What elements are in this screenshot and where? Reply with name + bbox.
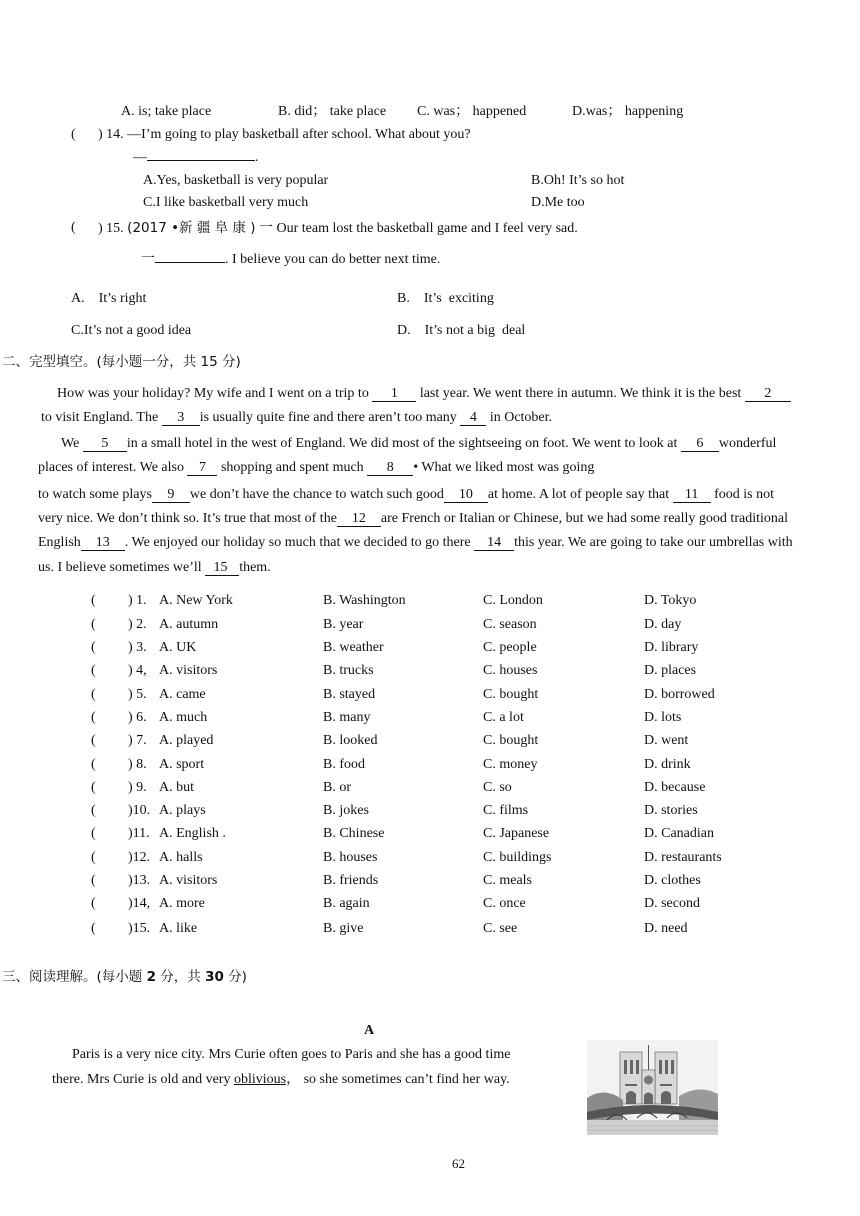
cloze-q1-number: ) 1. <box>128 593 147 608</box>
cloze-q2-option-b: B. year <box>323 617 364 632</box>
cloze-q4-option-a: A. visitors <box>159 663 218 678</box>
cloze-q6-option-b: B. many <box>323 710 371 725</box>
cloze-q2-option-d: D. day <box>644 617 682 632</box>
q15-answer-blank[interactable] <box>155 262 225 263</box>
cloze-q15-option-a: A. like <box>159 921 198 936</box>
q14-option-b: B.Oh! It’s so hot <box>531 173 625 188</box>
q14-answer-line: — . <box>133 150 259 165</box>
cloze-q10-paren-open: ( <box>91 803 96 818</box>
cloze-q9-option-d: D. because <box>644 780 706 795</box>
cloze-q8-option-b: B. food <box>323 757 365 772</box>
cloze-q10-number: )10. <box>128 803 151 818</box>
cloze-q11-paren-open: ( <box>91 826 96 841</box>
q15-answer-line <box>141 251 440 269</box>
cloze-blank-10[interactable]: 10 <box>444 487 488 503</box>
cloze-q6-option-d: D. lots <box>644 710 682 725</box>
cloze-blank-13[interactable]: 13 <box>81 535 125 551</box>
page-number: 62 <box>452 1156 465 1171</box>
q15-option-c: C.It’s not a good idea <box>71 323 192 338</box>
cloze-q8-option-d: D. drink <box>644 757 691 772</box>
cloze-q14-option-a: A. more <box>159 896 205 911</box>
cloze-q14-option-c: C. once <box>483 896 526 911</box>
cloze-q13-option-d: D. clothes <box>644 873 701 888</box>
cloze-line-4: places of interest. We also 7 shopping and spent much 8 • What we liked most was going <box>38 460 595 475</box>
cloze-q12-option-b: B. houses <box>323 850 378 865</box>
cloze-q11-option-c: C. Japanese <box>483 826 550 841</box>
q15-stem: 一 Our team lost the basketball game and I feel very sad. <box>258 221 578 236</box>
cloze-line-1: How was your holiday? My wife and I went on a trip to 1 last year. We went there in autumn. We think it is the best 2 <box>57 385 791 403</box>
cloze-blank-1[interactable]: 1 <box>372 386 416 402</box>
cloze-q12-paren-open: ( <box>91 850 96 865</box>
cloze-q1-option-a: A. New York <box>159 593 233 608</box>
cloze-q9-paren-open: ( <box>91 780 96 795</box>
cloze-q4-option-c: C. houses <box>483 663 538 678</box>
q14-answer-blank[interactable] <box>147 160 255 161</box>
q15-answer-tail: . I believe you can do better next time. <box>225 252 441 267</box>
cloze-line-5: to watch some plays 9 we don’t have the chance to watch such good 10 at home. A lot of people say that 11 food is not <box>38 487 774 502</box>
cloze-q5-number: ) 5. <box>128 687 147 702</box>
q14-option-c: C.I like basketball very much <box>143 195 309 210</box>
cloze-q10-option-a: A. plays <box>159 803 206 818</box>
q14-stem: —I’m going to play basketball after school. What about you? <box>127 127 471 142</box>
section3-heading: 三、阅读理解。(每小题 2 分，共 30 分) <box>2 969 247 985</box>
cloze-q13-option-a: A. visitors <box>159 873 218 888</box>
cloze-q1-paren-open: ( <box>91 593 96 608</box>
cloze-q3-number: ) 3. <box>128 640 147 655</box>
cloze-question-row <box>0 592 860 612</box>
q13-option-c: C. was； happened <box>417 104 527 119</box>
cloze-q2-paren-open: ( <box>91 617 96 632</box>
cloze-q10-option-c: C. films <box>483 803 529 818</box>
q13-option-d: D.was； happening <box>572 104 684 119</box>
cloze-q10-option-b: B. jokes <box>323 803 369 818</box>
cloze-question-row <box>0 779 860 799</box>
cloze-q8-number: ) 8. <box>128 757 147 772</box>
cloze-q1-option-b: B. Washington <box>323 593 406 608</box>
cloze-q6-number: ) 6. <box>128 710 147 725</box>
cloze-q5-paren-open: ( <box>91 687 96 702</box>
cloze-q2-option-a: A. autumn <box>159 617 219 632</box>
cloze-q8-option-a: A. sport <box>159 757 205 772</box>
cloze-q2-option-c: C. season <box>483 617 537 632</box>
cloze-q14-option-b: B. again <box>323 896 370 911</box>
cloze-q13-option-c: C. meals <box>483 873 532 888</box>
cloze-line-2: to visit England. The 3 is usually quite fine and there aren’t too many 4 in October. <box>41 410 553 425</box>
cloze-q8-option-c: C. money <box>483 757 538 772</box>
q15-paren-open: ( <box>71 220 76 235</box>
cloze-blank-11[interactable]: 11 <box>673 487 711 503</box>
cloze-blank-6[interactable]: 6 <box>681 436 719 452</box>
cloze-question-row <box>0 732 860 752</box>
cloze-q1-option-c: C. London <box>483 593 543 608</box>
cloze-q15-number: )15. <box>128 921 151 936</box>
cloze-q7-option-a: A. played <box>159 733 214 748</box>
cloze-q14-option-d: D. second <box>644 896 700 911</box>
cloze-q15-option-c: C. see <box>483 921 518 936</box>
cloze-q14-paren-open: ( <box>91 896 96 911</box>
cloze-q13-option-b: B. friends <box>323 873 379 888</box>
cloze-q6-option-a: A. much <box>159 710 208 725</box>
q15-option-d: D. It’s not a big deal <box>397 323 526 338</box>
cloze-question-row <box>0 825 860 845</box>
cloze-q11-number: )11. <box>128 826 150 841</box>
passage-a-line-2: there. Mrs Curie is old and very oblivious， so she sometimes can’t find her way. <box>52 1072 510 1087</box>
cloze-q2-number: ) 2. <box>128 617 147 632</box>
cloze-question-row <box>0 616 860 636</box>
cloze-q14-number: )14, <box>128 896 151 911</box>
cloze-q4-option-b: B. trucks <box>323 663 374 678</box>
cloze-q9-option-a: A. but <box>159 780 194 795</box>
cloze-q9-number: ) 9. <box>128 780 147 795</box>
cloze-question-row <box>0 872 860 892</box>
cloze-line-7: English 13 . We enjoyed our holiday so much that we decided to go there 14 this year. We are going to take our umbrellas with <box>38 535 793 550</box>
notre-dame-illustration <box>587 1040 718 1135</box>
cloze-q7-option-d: D. went <box>644 733 689 748</box>
cloze-blank-2[interactable]: 2 <box>745 386 791 402</box>
cloze-q12-option-c: C. buildings <box>483 850 552 865</box>
cloze-blank-5[interactable]: 5 <box>83 436 127 452</box>
q14-option-d: D.Me too <box>531 195 585 210</box>
cloze-blank-8[interactable]: 8 <box>367 460 413 476</box>
cloze-q5-option-d: D. borrowed <box>644 687 715 702</box>
cloze-q5-option-b: B. stayed <box>323 687 376 702</box>
cloze-blank-15[interactable]: 15 <box>205 560 239 576</box>
cloze-q7-option-c: C. bought <box>483 733 539 748</box>
cloze-q11-option-b: B. Chinese <box>323 826 385 841</box>
cloze-q3-option-a: A. UK <box>159 640 197 655</box>
cloze-q6-option-c: C. a lot <box>483 710 524 725</box>
cloze-q5-option-a: A. came <box>159 687 206 702</box>
section2-heading: 二、完型填空。(每小题一分，共 15 分) <box>2 354 241 370</box>
cloze-q7-option-b: B. looked <box>323 733 378 748</box>
cloze-question-row <box>0 709 860 729</box>
cloze-line-3: We 5 in a small hotel in the west of England. We did most of the sightseeing on foot. We went to look at 6 wonderful <box>61 436 777 451</box>
cloze-question-row <box>0 920 860 940</box>
cloze-q3-paren-open: ( <box>91 640 96 655</box>
cloze-q9-option-c: C. so <box>483 780 512 795</box>
cloze-blank-14[interactable]: 14 <box>474 535 514 551</box>
q14-paren-open: ( <box>71 127 76 142</box>
cloze-q15-option-b: B. give <box>323 921 364 936</box>
q15-option-a: A. It’s right <box>71 291 147 306</box>
q15-source: (2017 •新 疆 阜 康 ) <box>127 220 256 236</box>
cloze-blank-7[interactable]: 7 <box>187 460 217 476</box>
cloze-q5-option-c: C. bought <box>483 687 539 702</box>
cloze-question-row <box>0 639 860 659</box>
cloze-blank-4[interactable]: 4 <box>460 410 486 426</box>
cloze-q7-number: ) 7. <box>128 733 147 748</box>
passage-a-label: A <box>364 1023 375 1038</box>
q15-num: 15. <box>106 221 124 236</box>
cloze-blank-9[interactable]: 9 <box>152 487 190 503</box>
q15-option-b: B. It’s exciting <box>397 291 494 306</box>
cloze-q9-option-b: B. or <box>323 780 351 795</box>
cloze-question-row <box>0 662 860 682</box>
cloze-q13-number: )13. <box>128 873 151 888</box>
oblivious-word: oblivious <box>233 1072 287 1087</box>
cloze-question-row <box>0 686 860 706</box>
passage-a-line-1: Paris is a very nice city. Mrs Curie often goes to Paris and she has a good time <box>72 1047 511 1062</box>
cloze-q8-paren-open: ( <box>91 757 96 772</box>
cloze-question-row <box>0 756 860 776</box>
cloze-question-row <box>0 895 860 915</box>
q14-num: 14. <box>106 127 124 142</box>
q14-option-a: A.Yes, basketball is very popular <box>143 173 329 188</box>
cloze-q12-option-a: A. halls <box>159 850 203 865</box>
cloze-line-8: us. I believe sometimes we’ll 15 them. <box>38 560 271 575</box>
q15-answer-dash: 一 <box>141 252 155 267</box>
cloze-q13-paren-open: ( <box>91 873 96 888</box>
q15-line <box>98 219 578 238</box>
cloze-line-6: very nice. We don’t think so. It’s true that most of the 12 are French or Italian or Chinese, but we had some really good traditional <box>38 511 788 526</box>
cloze-q3-option-d: D. library <box>644 640 699 655</box>
q14-number <box>98 126 471 144</box>
cloze-q3-option-c: C. people <box>483 640 537 655</box>
cloze-q6-paren-open: ( <box>91 710 96 725</box>
q14-paren-close: ) <box>98 127 103 142</box>
cloze-q7-paren-open: ( <box>91 733 96 748</box>
cloze-q4-paren-open: ( <box>91 663 96 678</box>
cloze-q15-option-d: D. need <box>644 921 688 936</box>
cloze-q12-option-d: D. restaurants <box>644 850 722 865</box>
q13-option-b: B. did； take place <box>278 104 387 119</box>
cloze-q11-option-a: A. English . <box>159 826 226 841</box>
cloze-q4-number: ) 4, <box>128 663 147 678</box>
cloze-q15-paren-open: ( <box>91 921 96 936</box>
q14-answer-dash: — <box>133 150 147 165</box>
cloze-q1-option-d: D. Tokyo <box>644 593 697 608</box>
cloze-q10-option-d: D. stories <box>644 803 698 818</box>
cloze-q4-option-d: D. places <box>644 663 697 678</box>
q13-option-a: A. is; take place <box>121 104 212 119</box>
cloze-question-row <box>0 849 860 869</box>
cloze-blank-12[interactable]: 12 <box>337 511 381 527</box>
q15-paren-close: ) <box>98 221 103 236</box>
cloze-q3-option-b: B. weather <box>323 640 384 655</box>
cloze-blank-3[interactable]: 3 <box>162 410 200 426</box>
cloze-q11-option-d: D. Canadian <box>644 826 714 841</box>
cloze-question-row <box>0 802 860 822</box>
cloze-q12-number: )12. <box>128 850 151 865</box>
